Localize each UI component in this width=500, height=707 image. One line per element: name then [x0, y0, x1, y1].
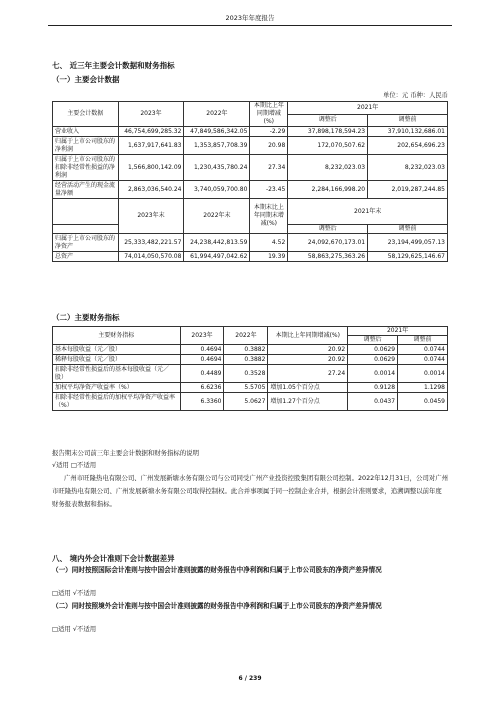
value-2021-adjusted: 0.0629 — [348, 345, 398, 355]
page-number: 6 / 239 — [238, 675, 262, 682]
subsection-2-title: （二）主要财务指标 — [52, 313, 120, 322]
value-2022: 5.5705 — [224, 383, 268, 393]
value-2021-adjusted: 2,284,166,998.20 — [288, 181, 368, 199]
value-2021-before: 8,232,023.03 — [368, 155, 448, 181]
value-2023: 1,637,917,641.83 — [118, 137, 184, 155]
value-2023: 0.4694 — [180, 345, 224, 355]
row-label: 加权平均净资产收益率（%） — [53, 383, 181, 393]
col-header-2021-end: 2021年末 — [288, 199, 448, 225]
value-2022: 24,238,442,813.59 — [184, 234, 250, 252]
value-2021-before: 58,129,625,146.67 — [368, 252, 448, 262]
col-header-change: 本期比上年同期增减(%) — [250, 102, 288, 127]
blank-cell — [53, 225, 119, 234]
value-2022: 5.0627 — [224, 393, 268, 411]
value-2021-before: 23,194,499,057.13 — [368, 234, 448, 252]
value-2021-adjusted: 0.0437 — [348, 393, 398, 411]
value-2023: 6.3360 — [180, 393, 224, 411]
value-2022: 61,994,497,042.62 — [184, 252, 250, 262]
table-row — [53, 252, 448, 262]
section-8-sub-1: （一）同时按照国际会计准则与按中国会计准则披露的财务报告中净利润和归属于上市公司股东的净资产差异情况 — [52, 566, 382, 574]
value-change: -23.45 — [250, 181, 288, 199]
table-row — [53, 383, 448, 393]
note-applicability: √适用 □不适用 — [52, 461, 97, 469]
value-change: 20.98 — [250, 137, 288, 155]
value-2021-adjusted: 58,863,275,363.26 — [288, 252, 368, 262]
section-8-sub-2: （二）同时按照境外会计准则与按中国会计准则披露的财务报告中净利润和归属于上市公司股东的净资产差异情况 — [52, 602, 382, 610]
table-row — [53, 345, 448, 355]
col-header-adjusted: 调整后 — [288, 114, 368, 127]
col-header-2022: 2022年 — [184, 102, 250, 127]
main-financial-indicators-table — [52, 326, 448, 411]
col-header-2023-end: 2023年末 — [118, 199, 184, 234]
value-change: 20.92 — [268, 355, 348, 365]
row-label: 扣除非经常性损益后的加权平均净资产收益率（%） — [53, 393, 181, 411]
value-change: 4.52 — [250, 234, 288, 252]
section-8-title: 八、 境内外会计准则下会计数据差异 — [52, 554, 175, 563]
table-row — [53, 155, 448, 181]
value-change: 27.24 — [268, 365, 348, 383]
col-header-adjusted-2: 调整后 — [288, 225, 368, 234]
table-row — [53, 234, 448, 252]
table-row — [53, 181, 448, 199]
value-2021-adjusted: 0.0629 — [348, 355, 398, 365]
value-2022: 1,230,435,780.24 — [184, 155, 250, 181]
value-2023: 1,566,800,142.09 — [118, 155, 184, 181]
value-2021-before: 0.0744 — [398, 355, 448, 365]
col-header-2022-end: 2022年末 — [184, 199, 250, 234]
value-2021-adjusted: 0.9128 — [348, 383, 398, 393]
row-label: 归属于上市公司股东的扣除非经常性损益的净利润 — [53, 155, 119, 181]
t2-col-header-adjusted: 调整后 — [348, 336, 398, 345]
value-2023: 2,863,036,540.24 — [118, 181, 184, 199]
value-2022: 1,353,857,708.39 — [184, 137, 250, 155]
value-change: 27.34 — [250, 155, 288, 181]
note-title: 报告期末公司前三年主要会计数据和财务指标的说明 — [52, 449, 199, 457]
row-label: 稀释每股收益（元／股） — [53, 355, 181, 365]
table-row — [53, 365, 448, 383]
col-header-before-2: 调整前 — [368, 225, 448, 234]
t2-col-header-2022: 2022年 — [224, 327, 268, 345]
value-2023: 74,014,050,570.08 — [118, 252, 184, 262]
section-8-sub-2-applicability: □适用 √不适用 — [52, 625, 97, 633]
value-2021-adjusted: 172,070,507.62 — [288, 137, 368, 155]
table-row — [53, 355, 448, 365]
value-2021-before: 37,910,132,686.01 — [368, 127, 448, 137]
value-2021-adjusted: 0.0014 — [348, 365, 398, 383]
t2-col-header-2021: 2021年 — [348, 327, 448, 336]
value-2021-before: 2,019,287,244.85 — [368, 181, 448, 199]
col-header-2023: 2023年 — [118, 102, 184, 127]
value-2021-before: 0.0744 — [398, 345, 448, 355]
col-header-change-end: 本期末比上年同期末增减(%) — [250, 199, 288, 234]
value-change: 19.39 — [250, 252, 288, 262]
value-2023: 0.4489 — [180, 365, 224, 383]
row-label: 归属于上市公司股东的净利润 — [53, 137, 119, 155]
col-header-item: 主要会计数据 — [53, 102, 119, 127]
value-2021-before: 1.1298 — [398, 383, 448, 393]
section-8-sub-1-applicability: □适用 √不适用 — [52, 589, 97, 597]
col-header-before: 调整前 — [368, 114, 448, 127]
page-header: 2023年年度报告 — [225, 14, 275, 22]
t2-col-header-before: 调整前 — [398, 336, 448, 345]
value-change: 增加1.05个百分点 — [268, 383, 348, 393]
table-row — [53, 393, 448, 411]
value-2022: 0.3882 — [224, 345, 268, 355]
value-2022: 0.3882 — [224, 355, 268, 365]
value-2023: 25,333,482,221.57 — [118, 234, 184, 252]
row-label: 基本每股收益（元／股） — [53, 345, 181, 355]
value-2022: 0.3528 — [224, 365, 268, 383]
value-2021-before: 0.0014 — [398, 365, 448, 383]
row-label: 总资产 — [53, 252, 119, 262]
value-change: 20.92 — [268, 345, 348, 355]
row-label: 营业收入 — [53, 127, 119, 137]
value-change: 增加1.27个百分点 — [268, 393, 348, 411]
value-2021-adjusted: 8,232,023.03 — [288, 155, 368, 181]
value-2021-before: 202,654,696.23 — [368, 137, 448, 155]
subsection-1-title: （一）主要会计数据 — [52, 75, 120, 84]
col-header-2021: 2021年 — [288, 102, 448, 115]
value-2022: 47,849,586,342.05 — [184, 127, 250, 137]
unit-line: 单位：元 币种：人民币 — [383, 92, 448, 99]
table-row — [53, 127, 448, 137]
main-accounting-data-table — [52, 101, 448, 262]
row-label: 扣除非经常性损益后的基本每股收益（元／股） — [53, 365, 181, 383]
value-change: -2.29 — [250, 127, 288, 137]
section-7-title: 七、 近三年主要会计数据和财务指标 — [52, 61, 175, 70]
t2-col-header-item: 主要财务指标 — [53, 327, 181, 345]
value-2021-adjusted: 24,092,670,173.01 — [288, 234, 368, 252]
row-label: 经营活动产生的现金流量净额 — [53, 181, 119, 199]
value-2021-adjusted: 37,898,178,594.23 — [288, 127, 368, 137]
note-body: 广州市旺隆热电有限公司、广州发展新塘水务有限公司与公司同受广州产业投资控股集团有限公司控制。2022年12月31日，公司对广州市旺隆热电有限公司、广州发展新塘水务有限公司取得控制权。此合并事项属于同一控制企业合并，根据会计准则要求，追溯调整以前年度财务报表数据和指标。 — [52, 474, 449, 508]
value-2022: 3,740,059,700.80 — [184, 181, 250, 199]
row-label: 归属于上市公司股东的净资产 — [53, 234, 119, 252]
value-2023: 6.6236 — [180, 383, 224, 393]
t2-col-header-change: 本期比上年同期增减(%) — [268, 327, 348, 345]
t2-col-header-2023: 2023年 — [180, 327, 224, 345]
table-row — [53, 137, 448, 155]
value-2021-before: 0.0459 — [398, 393, 448, 411]
blank-cell — [53, 199, 119, 225]
value-2023: 46,754,699,285.32 — [118, 127, 184, 137]
header-divider — [48, 25, 452, 26]
value-2023: 0.4694 — [180, 355, 224, 365]
